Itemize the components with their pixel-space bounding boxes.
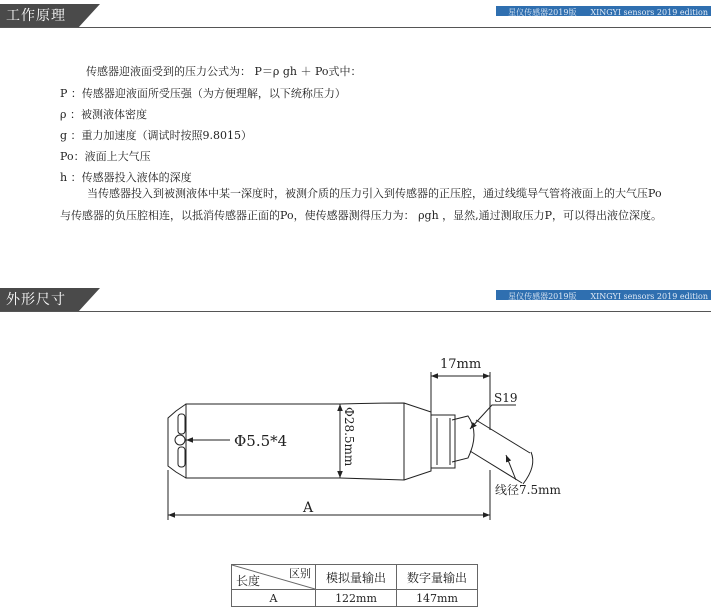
brand-band: [496, 290, 711, 300]
analog-value: 122mm: [316, 590, 397, 607]
brand-band: [496, 6, 711, 16]
cable-edge-top: [476, 420, 530, 453]
cable-edge-bottom: [470, 451, 522, 483]
digital-value: 147mm: [397, 590, 478, 607]
header-length: 长度: [236, 574, 261, 588]
section-header-principle: [0, 4, 711, 28]
def-h: h ：传感器投入液体的深度: [60, 171, 192, 184]
sensor-dimension-drawing: [0, 330, 711, 562]
brand-text: [494, 7, 708, 19]
length-a-label: A: [303, 500, 314, 516]
hex-nut: [431, 415, 455, 468]
header-rule: [0, 27, 711, 28]
brand-en: XINGYI sensors 2019 edition: [590, 292, 708, 301]
pressure-hole: [175, 435, 185, 445]
cable-label: 线径7.5mm: [495, 483, 561, 497]
brand-cn: 星仪传感器2019版: [508, 292, 577, 301]
hex-leader: [470, 405, 516, 429]
formula-intro: 传感器迎液面受到的压力公式为： P＝ρ gh ＋ Po式中：: [86, 65, 362, 78]
brand-text: [494, 291, 708, 303]
section-title: 工作原理: [6, 8, 66, 24]
pressure-hole: [178, 447, 185, 467]
def-g: g ：重力加速度（调试时按照9.8015）: [60, 129, 253, 142]
hole-label: Φ5.5*4: [234, 432, 288, 450]
def-rho: ρ ：被测液体密度: [60, 108, 147, 121]
sensor-body: [186, 403, 404, 480]
principle-explanation: 当传感器投入到被测液体中某一深度时，被测介质的压力引入到传感器的正压腔，通过线缆导气管将液面上的大气压Po与传感器的负压腔相连，以抵消传感器正面的Po，使传感器测得压力为： ρgh ，显然,通过测取压力P，可以得出液位深度。: [60, 187, 663, 222]
body-neck: [404, 403, 431, 480]
section-header-dimensions: [0, 288, 711, 312]
hex-label: S19: [494, 391, 518, 405]
col-digital-header: 数字量输出: [397, 565, 478, 590]
header-rule: [0, 311, 711, 312]
diameter-label: Φ28.5mm: [342, 407, 356, 467]
def-p: P ：传感器迎液面所受压强（为方便理解，以下统称压力）: [60, 87, 346, 100]
def-po: Po：液面上大气压: [60, 150, 151, 163]
table-header-row: [232, 565, 478, 590]
length-table: [231, 564, 478, 607]
diagonal-header-cell: [232, 565, 316, 590]
brand-cn: 星仪传感器2019版: [508, 8, 577, 17]
row-label: A: [232, 590, 316, 607]
brand-en: XINGYI sensors 2019 edition: [590, 8, 708, 17]
pressure-hole: [178, 414, 185, 434]
cable-break: [523, 452, 533, 484]
table-row: [232, 590, 478, 607]
length-17-label: 17mm: [440, 357, 482, 372]
header-category: 区别: [289, 567, 311, 580]
col-analog-header: 模拟量输出: [316, 565, 397, 590]
section-title: 外形尺寸: [6, 292, 66, 308]
